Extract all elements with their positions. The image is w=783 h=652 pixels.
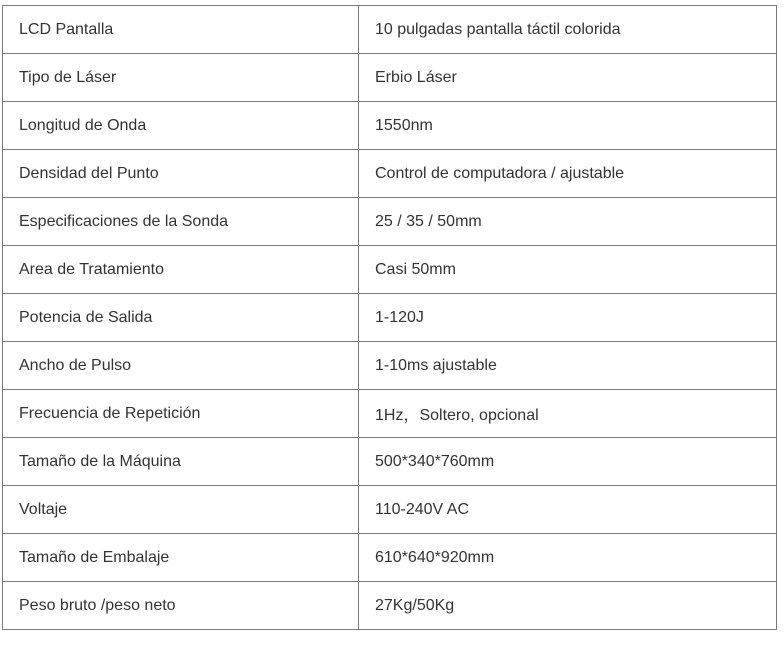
table-row [3, 342, 777, 390]
table-row [3, 582, 777, 630]
spec-label: Ancho de Pulso [3, 342, 359, 390]
spec-value: 25 / 35 / 50mm [359, 198, 777, 246]
specifications-table [2, 5, 777, 630]
spec-label: Densidad del Punto [3, 150, 359, 198]
spec-label: Longitud de Onda [3, 102, 359, 150]
spec-label: LCD Pantalla [3, 6, 359, 54]
spec-value: 610*640*920mm [359, 534, 777, 582]
spec-value: 1550nm [359, 102, 777, 150]
spec-value: 1-10ms ajustable [359, 342, 777, 390]
spec-label: Voltaje [3, 486, 359, 534]
spec-label: Tamaño de Embalaje [3, 534, 359, 582]
table-row [3, 390, 777, 438]
table-row [3, 438, 777, 486]
table-row [3, 54, 777, 102]
table-row [3, 150, 777, 198]
table-row [3, 198, 777, 246]
spec-label: Tamaño de la Máquina [3, 438, 359, 486]
spec-label: Peso bruto /peso neto [3, 582, 359, 630]
spec-value: Control de computadora / ajustable [359, 150, 777, 198]
spec-value: 1Hz，Soltero, opcional [359, 390, 777, 438]
spec-value: 110-240V AC [359, 486, 777, 534]
table-row [3, 6, 777, 54]
table-row [3, 294, 777, 342]
spec-value: Casi 50mm [359, 246, 777, 294]
spec-label: Especificaciones de la Sonda [3, 198, 359, 246]
spec-value: 10 pulgadas pantalla táctil colorida [359, 6, 777, 54]
table-row [3, 486, 777, 534]
spec-label: Frecuencia de Repetición [3, 390, 359, 438]
spec-label: Potencia de Salida [3, 294, 359, 342]
spec-value: Erbio Láser [359, 54, 777, 102]
table-row [3, 534, 777, 582]
spec-value: 1-120J [359, 294, 777, 342]
spec-value: 27Kg/50Kg [359, 582, 777, 630]
spec-label: Area de Tratamiento [3, 246, 359, 294]
spec-label: Tipo de Láser [3, 54, 359, 102]
spec-value: 500*340*760mm [359, 438, 777, 486]
table-row [3, 246, 777, 294]
table-row [3, 102, 777, 150]
